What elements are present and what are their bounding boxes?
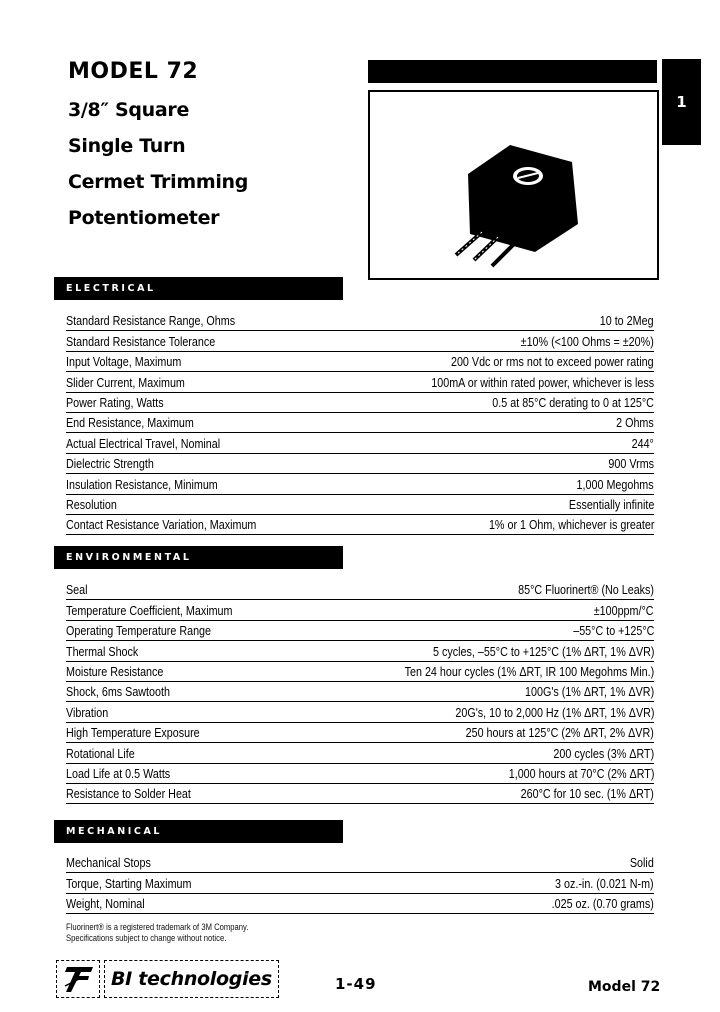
specifications-footnote: Specifications subject to change without notice. <box>66 933 227 943</box>
footer-model-label: Model 72 <box>588 979 661 995</box>
bi-logo-mark-icon <box>56 960 100 998</box>
spec-label: Vibration <box>66 705 109 720</box>
spec-label: Standard Resistance Tolerance <box>66 334 216 349</box>
spec-label: Power Rating, Watts <box>66 395 164 410</box>
spec-row <box>66 474 654 494</box>
spec-row <box>66 764 654 784</box>
trademark-footnote: Fluorinert® is a registered trademark of 3M Company. <box>66 922 249 932</box>
spec-value: 0.5 at 85°C derating to 0 at 125°C <box>492 395 654 410</box>
spec-value: 900 Vrms <box>608 457 654 472</box>
spec-row <box>66 662 654 682</box>
spec-value: Essentially infinite <box>568 497 654 512</box>
subtitle-line-2: Single Turn <box>68 135 186 157</box>
environmental-spec-table <box>66 580 654 804</box>
spec-row <box>66 433 654 453</box>
spec-label: Resistance to Solder Heat <box>66 787 191 802</box>
spec-label: Thermal Shock <box>66 644 139 659</box>
spec-label: Weight, Nominal <box>66 897 145 912</box>
spec-row <box>66 873 654 893</box>
spec-value: 244° <box>631 436 654 451</box>
spec-label: Input Voltage, Maximum <box>66 355 182 370</box>
spec-value: 1,000 Megohms <box>576 477 654 492</box>
subtitle-line-1: 3/8″ Square <box>68 99 190 121</box>
spec-label: Dielectric Strength <box>66 457 154 472</box>
spec-row <box>66 515 654 535</box>
spec-value: ±10% (<100 Ohms = ±20%) <box>520 334 654 349</box>
spec-label: Mechanical Stops <box>66 856 151 871</box>
section-tab: 1 <box>662 59 701 145</box>
spec-row <box>66 372 654 392</box>
spec-row <box>66 853 654 873</box>
spec-label: Moisture Resistance <box>66 664 164 679</box>
page-number: 1-49 <box>335 975 377 993</box>
spec-label: Slider Current, Maximum <box>66 375 185 390</box>
spec-value: 3 oz.-in. (0.021 N-m) <box>555 876 654 891</box>
model-title: MODEL 72 <box>68 59 199 84</box>
image-header-bar <box>368 60 657 83</box>
spec-row <box>66 580 654 600</box>
spec-row <box>66 331 654 351</box>
spec-label: Standard Resistance Range, Ohms <box>66 314 236 329</box>
footnotes <box>66 922 248 944</box>
spec-row <box>66 702 654 722</box>
spec-label: Seal <box>66 583 88 598</box>
spec-row <box>66 352 654 372</box>
title-block <box>68 58 248 236</box>
spec-row <box>66 894 654 914</box>
spec-row <box>66 723 654 743</box>
product-image-frame <box>368 90 659 280</box>
spec-value: 260°C for 10 sec. (1% ΔRT) <box>520 787 654 802</box>
logo-text: BI technologies <box>104 960 279 998</box>
spec-row <box>66 682 654 702</box>
spec-row <box>66 621 654 641</box>
spec-value: Ten 24 hour cycles (1% ΔRT, IR 100 Megohms Min.) <box>404 664 654 679</box>
spec-value: 100G's (1% ΔRT, 1% ΔVR) <box>524 685 654 700</box>
spec-value: 200 cycles (3% ΔRT) <box>553 746 654 761</box>
electrical-heading: ELECTRICAL <box>54 277 343 300</box>
spec-value: 200 Vdc or rms not to exceed power rating <box>451 355 654 370</box>
environmental-heading: ENVIRONMENTAL <box>54 546 343 569</box>
spec-value: 10 to 2Meg <box>600 314 654 329</box>
spec-row <box>66 600 654 620</box>
spec-label: Load Life at 0.5 Watts <box>66 766 171 781</box>
company-logo <box>56 960 279 998</box>
subtitle-line-4: Potentiometer <box>68 207 220 229</box>
spec-value: ±100ppm/°C <box>594 603 654 618</box>
spec-value: Solid <box>630 856 654 871</box>
spec-row <box>66 393 654 413</box>
spec-value: 2 Ohms <box>616 416 654 431</box>
spec-row <box>66 311 654 331</box>
spec-value: 85°C Fluorinert® (No Leaks) <box>518 583 654 598</box>
spec-label: Shock, 6ms Sawtooth <box>66 685 170 700</box>
spec-value: 100mA or within rated power, whichever is less <box>431 375 654 390</box>
spec-label: Rotational Life <box>66 746 135 761</box>
spec-label: Temperature Coefficient, Maximum <box>66 603 233 618</box>
spec-label: High Temperature Exposure <box>66 726 200 741</box>
spec-value: 1,000 hours at 70°C (2% ΔRT) <box>508 766 654 781</box>
mechanical-heading: MECHANICAL <box>54 820 343 843</box>
spec-label: End Resistance, Maximum <box>66 416 194 431</box>
spec-value: 1% or 1 Ohm, whichever is greater <box>488 518 654 533</box>
spec-row <box>66 454 654 474</box>
spec-value: .025 oz. (0.70 grams) <box>551 897 654 912</box>
spec-label: Torque, Starting Maximum <box>66 876 192 891</box>
spec-row <box>66 495 654 515</box>
electrical-spec-table <box>66 311 654 535</box>
spec-value: 20G's, 10 to 2,000 Hz (1% ΔRT, 1% ΔVR) <box>454 705 654 720</box>
spec-label: Actual Electrical Travel, Nominal <box>66 436 221 451</box>
spec-label: Contact Resistance Variation, Maximum <box>66 518 257 533</box>
subtitle-line-3: Cermet Trimming <box>68 171 249 193</box>
spec-row <box>66 641 654 661</box>
spec-value: –55°C to +125°C <box>572 624 654 639</box>
spec-row <box>66 784 654 804</box>
trimmer-potentiometer-photo-icon <box>370 92 657 278</box>
spec-label: Operating Temperature Range <box>66 624 212 639</box>
spec-label: Insulation Resistance, Minimum <box>66 477 218 492</box>
spec-label: Resolution <box>66 497 117 512</box>
spec-value: 250 hours at 125°C (2% ΔRT, 2% ΔVR) <box>465 726 654 741</box>
spec-row <box>66 743 654 763</box>
spec-value: 5 cycles, –55°C to +125°C (1% ΔRT, 1% ΔVR) <box>432 644 654 659</box>
mechanical-spec-table <box>66 853 654 914</box>
spec-row <box>66 413 654 433</box>
